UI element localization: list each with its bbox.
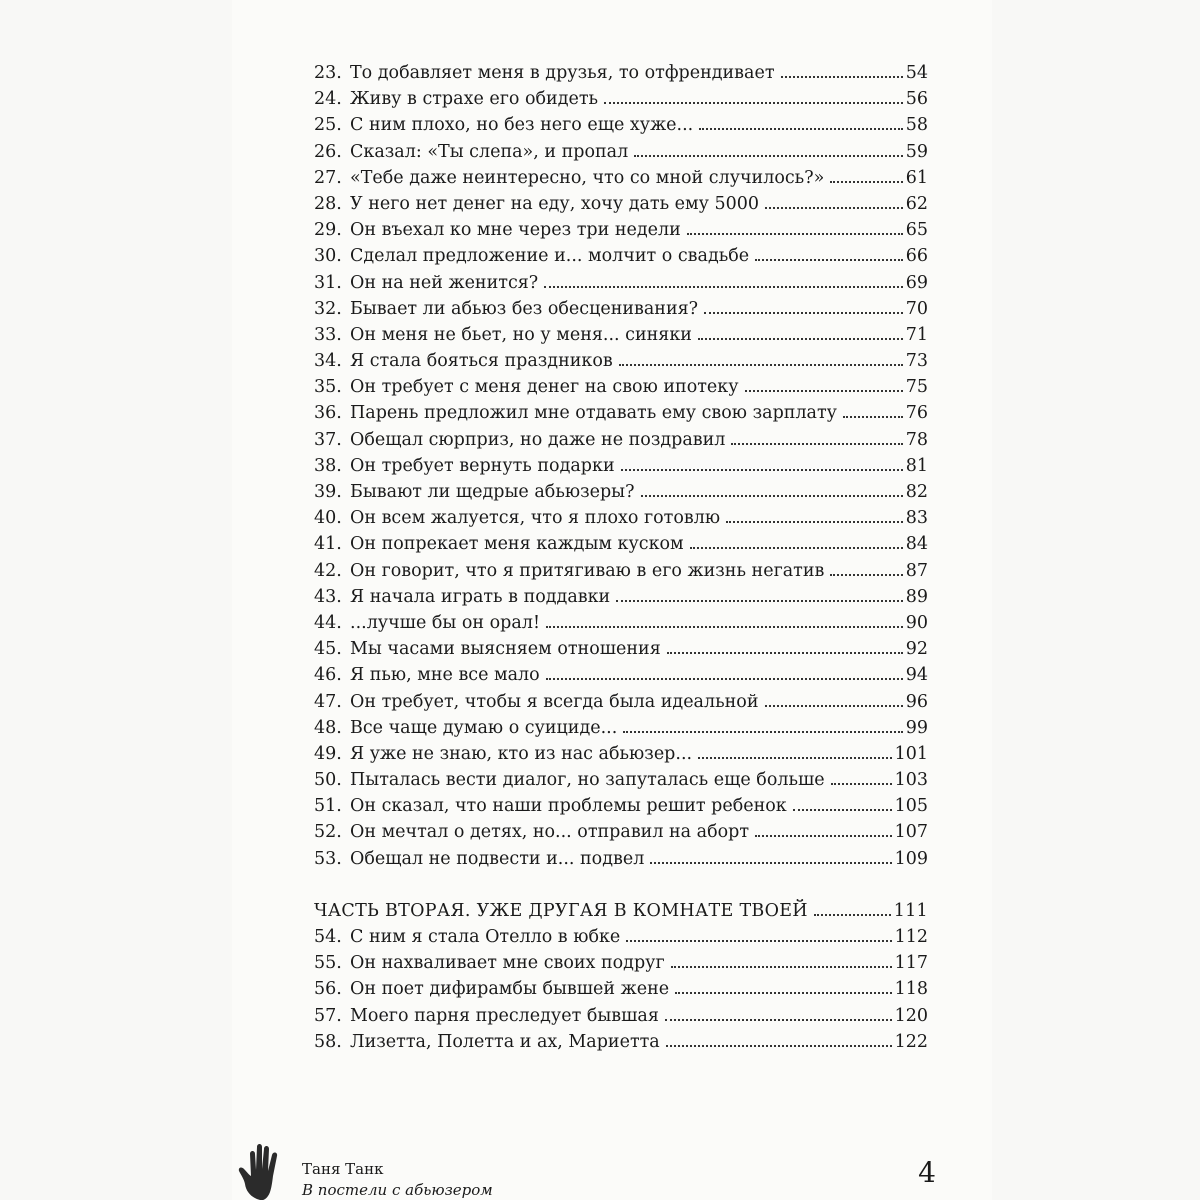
- toc-entry-number: 54.: [314, 927, 342, 947]
- toc-entry-page: 105: [894, 796, 928, 817]
- toc-entry: [314, 86, 928, 112]
- toc-dot-leader: [665, 1018, 892, 1021]
- toc-entry-title: Я пью, мне все мало: [350, 665, 540, 686]
- toc-dot-leader: [843, 415, 903, 418]
- toc-entry: [314, 243, 928, 269]
- toc-entry: [314, 610, 928, 636]
- toc-entry-page: 81: [905, 455, 928, 476]
- toc-entry: [314, 531, 928, 557]
- toc-entry-number: 32.: [314, 298, 342, 319]
- hand-icon: [238, 1140, 288, 1200]
- toc-dot-leader: [831, 782, 892, 785]
- toc-entry-number: 53.: [314, 848, 342, 869]
- toc-entry-number: 55.: [314, 953, 342, 974]
- toc-entry-page: 107: [894, 822, 928, 843]
- toc-dot-leader: [641, 494, 903, 497]
- toc-entry-number: 44.: [314, 612, 342, 633]
- toc-entry-page: 87: [905, 560, 928, 581]
- toc-entry: [314, 505, 928, 531]
- toc-entry-number: 42.: [314, 560, 342, 581]
- toc-entry-page: 75: [905, 377, 928, 398]
- toc-entry-page: 83: [905, 508, 928, 529]
- toc-entry-page: 94: [905, 665, 928, 686]
- toc-entry-number: 28.: [314, 193, 342, 214]
- toc-entry: [314, 165, 928, 191]
- toc-dot-leader: [671, 965, 892, 968]
- toc-entry: [314, 270, 928, 296]
- toc-dot-leader: [830, 573, 902, 576]
- toc-part-title: ЧАСТЬ ВТОРАЯ. УЖЕ ДРУГАЯ В КОМНАТЕ ТВОЕЙ: [314, 900, 808, 921]
- toc-entry-page: 109: [894, 848, 928, 869]
- toc-entry-title: Пыталась вести диалог, но запуталась еще больше: [350, 770, 825, 791]
- toc-entry: [314, 191, 928, 217]
- toc-entry-title: Он мечтал о детях, но... отправил на аборт: [350, 822, 750, 843]
- toc-entry-title: ...лучше бы он орал!: [350, 612, 540, 633]
- toc-entry: [314, 112, 928, 138]
- toc-entry-number: 26.: [314, 141, 342, 162]
- toc-entry-number: 52.: [314, 822, 342, 843]
- toc-entry-title: Мы часами выясняем отношения: [350, 639, 661, 660]
- toc-entry-title: Он требует вернуть подарки: [350, 455, 615, 476]
- toc-dot-leader: [745, 389, 903, 392]
- toc-entry-number: 58.: [314, 1031, 342, 1052]
- toc-entry-title: Он сказал, что наши проблемы решит ребенок: [350, 796, 787, 817]
- toc-entry: [314, 950, 928, 976]
- toc-dot-leader: [690, 546, 903, 549]
- toc-entry-title: То добавляет меня в друзья, то отфрендивает: [350, 63, 775, 83]
- toc-entry-number: 47.: [314, 691, 342, 712]
- toc-entry-page: 76: [905, 403, 928, 424]
- toc-entry-title: Я начала играть в поддавки: [350, 586, 611, 607]
- toc-entry-page: 99: [905, 717, 928, 738]
- toc-entry-page: 112: [894, 927, 928, 947]
- toc-entry-page: 78: [905, 429, 928, 450]
- toc-entry-title: Я стала бояться праздников: [350, 351, 613, 372]
- toc-entry-number: 57.: [314, 1005, 342, 1026]
- toc-entry-number: 46.: [314, 665, 342, 686]
- toc-dot-leader: [698, 337, 903, 340]
- toc-entry-title: Он требует с меня денег на свою ипотеку: [350, 377, 739, 398]
- toc-entry-title: Живу в страхе его обидеть: [350, 89, 599, 110]
- toc-dot-leader: [623, 730, 902, 733]
- toc-entry-title: Лизетта, Полетта и ах, Мариетта: [350, 1031, 660, 1052]
- toc-entry-title: Он въехал ко мне через три недели: [350, 220, 681, 241]
- toc-dot-leader: [546, 677, 903, 680]
- toc-entry-number: 27.: [314, 167, 342, 188]
- toc-entry: [314, 715, 928, 741]
- toc-entry: [314, 558, 928, 584]
- toc-entry-page: 56: [905, 89, 928, 110]
- toc-dot-leader: [765, 704, 903, 707]
- toc-entry-number: 34.: [314, 351, 342, 372]
- toc-entry-title: Парень предложил мне отдавать ему свою зарплату: [350, 403, 837, 424]
- toc-entry: [314, 819, 928, 845]
- toc-dot-leader: [793, 808, 892, 811]
- toc-entry: [314, 636, 928, 662]
- toc-entry-number: 35.: [314, 377, 342, 398]
- toc-entry-title: «Тебе даже неинтересно, что со мной случилось?»: [350, 167, 825, 188]
- toc-entry-page: 58: [905, 115, 928, 136]
- toc-entry: [314, 479, 928, 505]
- toc-dot-leader: [755, 834, 892, 837]
- toc-entry-page: 92: [905, 639, 928, 660]
- toc-dot-leader: [667, 651, 903, 654]
- toc-entry-page: 73: [905, 351, 928, 372]
- toc-entry: [314, 374, 928, 400]
- toc-entry-page: 103: [894, 770, 928, 791]
- toc-entry-title: Все чаще думаю о суициде...: [350, 717, 618, 738]
- toc-entry-number: 39.: [314, 482, 342, 502]
- toc-entry-number: 29.: [314, 220, 342, 241]
- toc-entry: [314, 322, 928, 348]
- toc-entry-number: 36.: [314, 403, 342, 424]
- toc-entry: [314, 60, 928, 86]
- toc-dot-leader: [814, 913, 891, 916]
- toc-entry-title: Он требует, чтобы я всегда была идеальной: [350, 691, 759, 712]
- toc-dot-leader: [650, 861, 891, 864]
- toc-dot-leader: [544, 285, 903, 288]
- toc-dot-leader: [699, 127, 903, 130]
- toc-entry-title: Обещал сюрприз, но даже не поздравил: [350, 429, 726, 450]
- toc-entry-page: 111: [893, 900, 928, 921]
- toc-entry-title: Бывают ли щедрые абьюзеры?: [350, 482, 635, 502]
- toc-dot-leader: [616, 599, 903, 602]
- toc-entry-title: Он попрекает меня каждым куском: [350, 534, 684, 555]
- toc-dot-leader: [675, 991, 892, 994]
- toc-entry: [314, 793, 928, 819]
- toc-dot-leader: [698, 756, 892, 759]
- toc-entry-page: 96: [905, 691, 928, 712]
- toc-entry-page: 90: [905, 612, 928, 633]
- toc-entry-page: 82: [905, 482, 928, 502]
- toc-part-heading: [314, 898, 928, 924]
- toc-entry-title: Моего парня преследует бывшая: [350, 1005, 659, 1026]
- toc-entry-title: С ним я стала Отелло в юбке: [350, 927, 621, 947]
- toc-entry-number: 45.: [314, 639, 342, 660]
- toc-dot-leader: [666, 1044, 892, 1047]
- toc-dot-leader: [704, 311, 903, 314]
- toc-entry: [314, 427, 928, 453]
- toc-dot-leader: [619, 363, 903, 366]
- toc-entry: [314, 348, 928, 374]
- toc-entry-number: 50.: [314, 770, 342, 791]
- toc-entry-number: 37.: [314, 429, 342, 450]
- toc-dot-leader: [621, 468, 903, 471]
- toc-entry: [314, 689, 928, 715]
- toc-entry-number: 40.: [314, 508, 342, 529]
- toc-dot-leader: [726, 520, 903, 523]
- toc-entry-number: 49.: [314, 743, 342, 764]
- toc-dot-leader: [755, 258, 903, 261]
- toc-entry-number: 38.: [314, 455, 342, 476]
- toc-entry: [314, 400, 928, 426]
- toc-dot-leader: [830, 180, 902, 183]
- toc-entry: [314, 453, 928, 479]
- toc-dot-leader: [781, 75, 903, 78]
- toc-dot-leader: [626, 939, 891, 942]
- toc-entry-number: 23.: [314, 63, 342, 83]
- toc-entry: [314, 662, 928, 688]
- toc-entry-page: 118: [894, 979, 928, 1000]
- toc-dot-leader: [634, 154, 902, 157]
- toc-entry-page: 101: [894, 743, 928, 764]
- toc-entry-title: Сказал: «Ты слепа», и пропал: [350, 141, 629, 162]
- toc-entry-page: 54: [905, 63, 928, 83]
- table-of-contents: [314, 60, 928, 1055]
- toc-dot-leader: [731, 442, 902, 445]
- toc-entry: [314, 584, 928, 610]
- toc-entry-page: 84: [905, 534, 928, 555]
- toc-dot-leader: [604, 101, 903, 104]
- toc-entry-page: 59: [905, 141, 928, 162]
- book-title: В постели с абьюзером: [302, 1181, 493, 1199]
- toc-entry-page: 122: [894, 1031, 928, 1052]
- toc-entry-page: 117: [894, 953, 928, 974]
- toc-entry-page: 66: [905, 246, 928, 267]
- toc-entry-title: Бывает ли абьюз без обесценивания?: [350, 298, 699, 319]
- toc-entry-page: 70: [905, 298, 928, 319]
- toc-entry-title: Он всем жалуется, что я плохо готовлю: [350, 508, 721, 529]
- toc-entry-number: 43.: [314, 586, 342, 607]
- toc-dot-leader: [546, 625, 903, 628]
- toc-entry-page: 120: [894, 1005, 928, 1026]
- toc-entry: [314, 767, 928, 793]
- toc-entry-title: Он говорит, что я притягиваю в его жизнь негатив: [350, 560, 825, 581]
- toc-entry-title: Он нахваливает мне своих подруг: [350, 953, 665, 974]
- toc-entry: [314, 217, 928, 243]
- toc-entry: [314, 741, 928, 767]
- toc-entry-title: Он меня не бьет, но у меня... синяки: [350, 324, 692, 345]
- toc-entry-page: 69: [905, 272, 928, 293]
- toc-entry-number: 31.: [314, 272, 342, 293]
- toc-entry-number: 51.: [314, 796, 342, 817]
- toc-entry: [314, 1029, 928, 1055]
- book-author: Таня Танк: [302, 1160, 384, 1178]
- toc-entry-title: Обещал не подвести и... подвел: [350, 848, 645, 869]
- toc-entry-title: С ним плохо, но без него еще хуже...: [350, 115, 694, 136]
- toc-entry-number: 30.: [314, 246, 342, 267]
- toc-entry: [314, 976, 928, 1002]
- toc-entry-number: 33.: [314, 324, 342, 345]
- toc-entry-number: 25.: [314, 115, 342, 136]
- toc-entry: [314, 139, 928, 165]
- toc-entry-page: 89: [905, 586, 928, 607]
- toc-entry: [314, 846, 928, 872]
- toc-entry-number: 56.: [314, 979, 342, 1000]
- page-number: 4: [918, 1156, 936, 1189]
- toc-entry: [314, 924, 928, 950]
- toc-entry-page: 65: [905, 220, 928, 241]
- toc-entry-number: 48.: [314, 717, 342, 738]
- toc-entry-page: 61: [905, 167, 928, 188]
- toc-dot-leader: [765, 206, 903, 209]
- toc-entry-title: Я уже не знаю, кто из нас абьюзер...: [350, 743, 693, 764]
- toc-entry-title: Он на ней женится?: [350, 272, 539, 293]
- toc-entry-page: 62: [905, 193, 928, 214]
- toc-entry: [314, 296, 928, 322]
- toc-entry-title: Сделал предложение и... молчит о свадьбе: [350, 246, 750, 267]
- toc-entry-number: 24.: [314, 89, 342, 110]
- toc-entry: [314, 1003, 928, 1029]
- toc-entry-title: Он поет дифирамбы бывшей жене: [350, 979, 670, 1000]
- toc-dot-leader: [687, 232, 903, 235]
- toc-entry-title: У него нет денег на еду, хочу дать ему 5000: [350, 193, 760, 214]
- toc-entry-page: 71: [905, 324, 928, 345]
- toc-entry-number: 41.: [314, 534, 342, 555]
